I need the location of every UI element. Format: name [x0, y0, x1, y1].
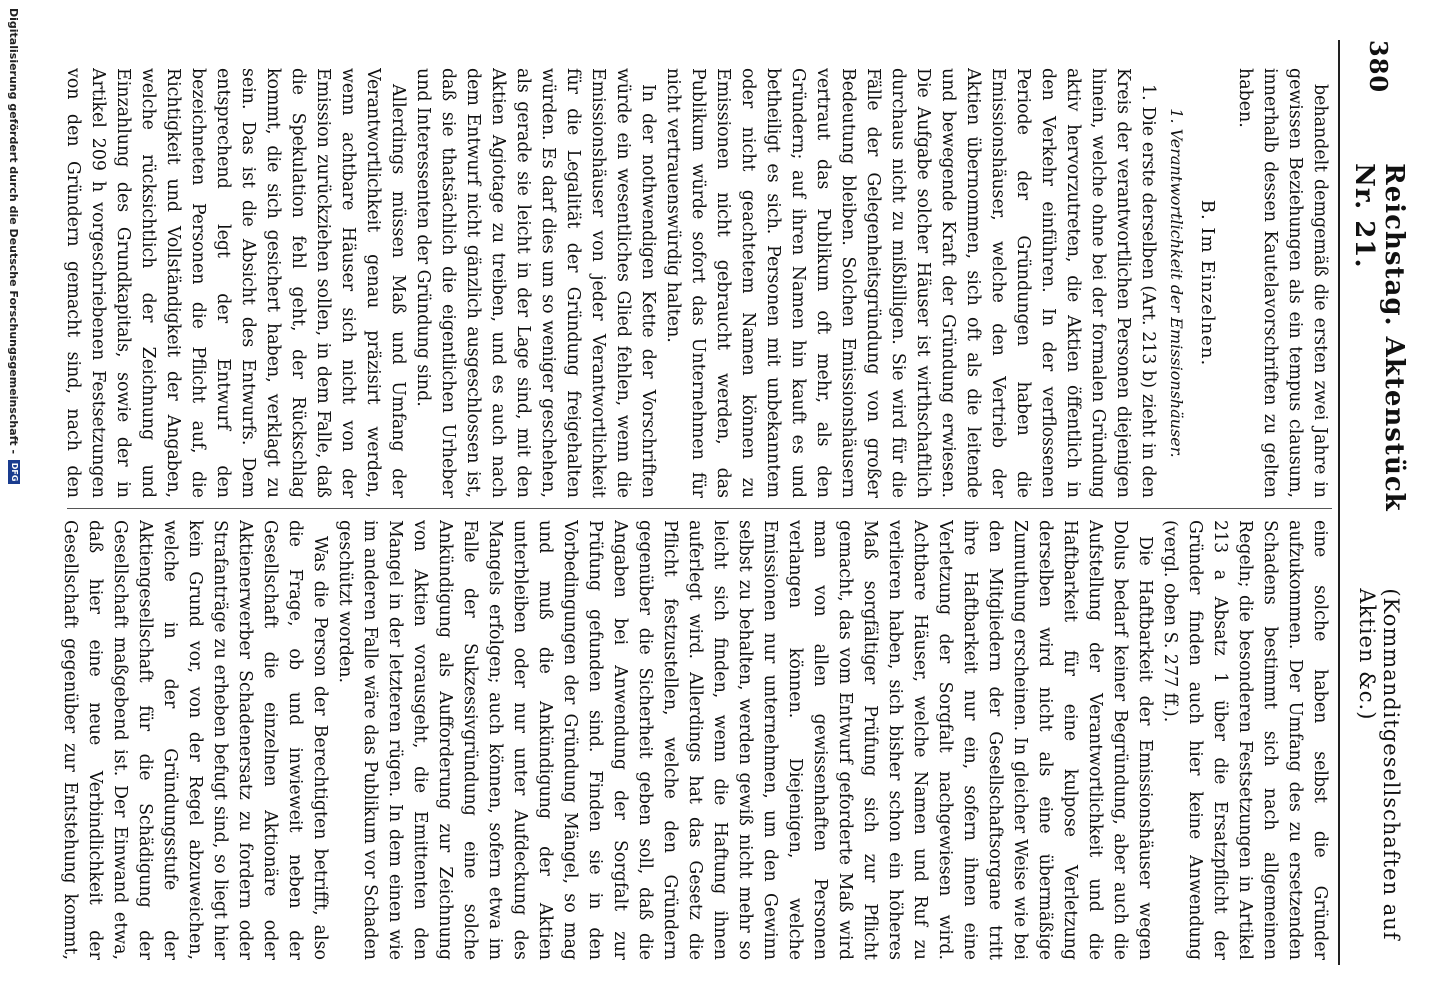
header-subtitle: (Kommanditgesellschaften auf Aktien &c.)	[1355, 588, 1403, 941]
paragraph: eine solche haben selbst die Gründer aufzukommen. Der Umfang des zu ersetzenden Schadens bestimmt sich nach allgemeinen Regeln; die besonderen Festsetzungen in Artikel 213 a Absatz 1 über die Ersatzpflicht der Gründer finden auch hier keine Anwendung (vergl. oben S. 277 ff.).	[1160, 520, 1330, 960]
page-number: 380	[1364, 40, 1394, 94]
right-column	[57, 520, 1332, 960]
dfg-logo: DFG	[8, 460, 20, 484]
paragraph: Die Haftbarkeit der Emissionshäuser wegen Dolus bedarf keiner Begründung, aber auch die Aufstellung der Verantwortlichkeit und die Haftbarkeit für eine kulpose Verletzung derselben wird nicht als eine übermäßige Zumuthung erscheinen. In gleicher Weise wie bei den Mitgliedern der Gesellschaftsorgane tritt ihre Haftbarkeit nur ein, sofern ihnen eine Verletzung der Sorgfalt nachgewiesen wird. Achtbare Häuser, welche Namen und Ruf zu verlieren haben, sich bisher schon ein höheres Maß sorgfältiger Prüfung sich zur Pflicht gemacht, das vom Entwurf geforderte Maß wird man von allen gewissenhaften Personen verlangen können. Diejenigen, welche Emissionen nur unternehmen, um den Gewinn selbst zu behalten, werden gewiß nicht mehr so leicht sich finden, wenn die Haftung ihnen auferlegt wird. Allerdings hat das Gesetz die Pflicht festzustellen, welche den Gründern gegenüber die Sicherheit geben soll, daß die Angaben bei Anwendung der Sorgfalt zur Prüfung gefunden sind. Finden sie in den Vorbedingungen der Gründung Mängel, so mag und muß die Ankündigung der Aktien unterbleiben oder nur unter Aufdeckung des Mangels erfolgen; auch können, sofern etwa im Falle der Sukzessivgründung eine solche Ankündigung als Aufforderung zur Zeichnung von Aktien vorausgeht, die Emittenten den Mangel in der letzteren rügen. In dem einen wie im anderen Falle wäre das Publikum vor Schaden geschützt worden.	[335, 520, 1155, 960]
subsection-heading: 1. Verantwortlichkeit der Emissionshäuser.	[1167, 108, 1186, 458]
header-title: Reichstag. Aktenstück Nr. 21.	[1349, 163, 1409, 512]
paragraph: Was die Person der Berechtigten betrifft, also die Frage, ob und inwieweit neben der Gesellschaft die einzelnen Aktionäre oder Aktienerwerber Schadenersatz zu fordern oder Strafanträge zu erheben befugt sind, so liegt hier kein Grund vor, von der Regel abzuweichen, welche in der Gründungsstufe der Aktiengesellschaft für die Schädigung der Gesellschaft maßgebend ist. Der Einwand etwa, daß hier eine neue Verbindlichkeit der Gesellschaft gegenüber zur Entstehung kommt,	[60, 520, 330, 960]
paragraph: Allerdings müssen Maß und Umfang der Verantwortlichkeit genau präzisirt werden, wenn achtbare Häuser sich nicht von der Emission zurückziehen sollen, in dem Falle, daß die Spekulation fehl geht, der Rückschlag kommt, die sich gesichert haben, verklagt zu sein. Das ist die Absicht des Entwurfs. Dem entsprechend legt der Entwurf den bezeichneten Personen die Pflicht auf, die Richtigkeit und Vollständigkeit der Angaben, welche rücksichtlich der Zeichnung und Einzahlung des Grundkapitals, sowie der in Artikel 209 h vorgeschriebenen Festsetzungen von den Gründern gemacht sind, nach den	[63, 68, 408, 498]
paragraph: In der nothwendigen Kette der Vorschriften würde ein wesentliches Glied fehlen, wenn die Emissionshäuser von jeder Verantwortlichkeit für die Legalität der Gründung freigehalten würden. Es darf dies um so weniger geschehen, als gerade sie leicht in der Lage sind, mit den Aktien Agiotage zu treiben, und es auch nach dem Entwurf nicht gänzlich ausgeschlossen ist, daß sie thatsächlich die eigentlichen Urheber und Interessenten der Gründung sind.	[413, 68, 658, 498]
page-header	[1344, 40, 1414, 965]
digitization-credit	[5, 8, 23, 484]
credit-text: Digitalisierung gefördert durch die Deutsche Forschungsgemeinschaft -	[7, 8, 21, 455]
section-heading: B. Im Einzelnen.	[1197, 199, 1218, 367]
column-divider	[67, 508, 1332, 509]
left-column	[57, 68, 1332, 498]
paragraph: behandelt demgemäß die ersten zwei Jahre in gewissen Beziehungen als ein tempus clausum, innerhalb dessen Kautelavorschriften zu gelten haben.	[1235, 68, 1330, 498]
header-rule	[1338, 40, 1340, 965]
paragraph: 1. Die erste derselben (Art. 213 b) zieht in den Kreis der verantwortlichen Personen diejenigen hinein, welche ohne bei der formalen Gründung aktiv hervorzutreten, die Aktien öffentlich in den Verkehr einführen. In der verflossenen Periode der Gründungen haben die Emissionshäuser, welche den Vertrieb der Aktien übernommen, sich oft als die leitende und bewegende Kraft der Gründung erwiesen. Die Aufgabe solcher Häuser ist wirthschaftlich durchaus nicht zu mißbilligen. Sie wird für die Fälle der Gelegenheitsgründung von großer Bedeutung bleiben. Solchen Emissionshäusern vertraut das Publikum oft mehr, als den Gründern; auf ihren Namen hin kauft es und betheiligt es sich. Personen mit unbekanntem oder nicht geachtetem Namen können zu Emissionen nicht gebraucht werden, das Publikum würde sofort das Unternehmen für nicht vertrauenswürdig halten.	[663, 68, 1158, 498]
